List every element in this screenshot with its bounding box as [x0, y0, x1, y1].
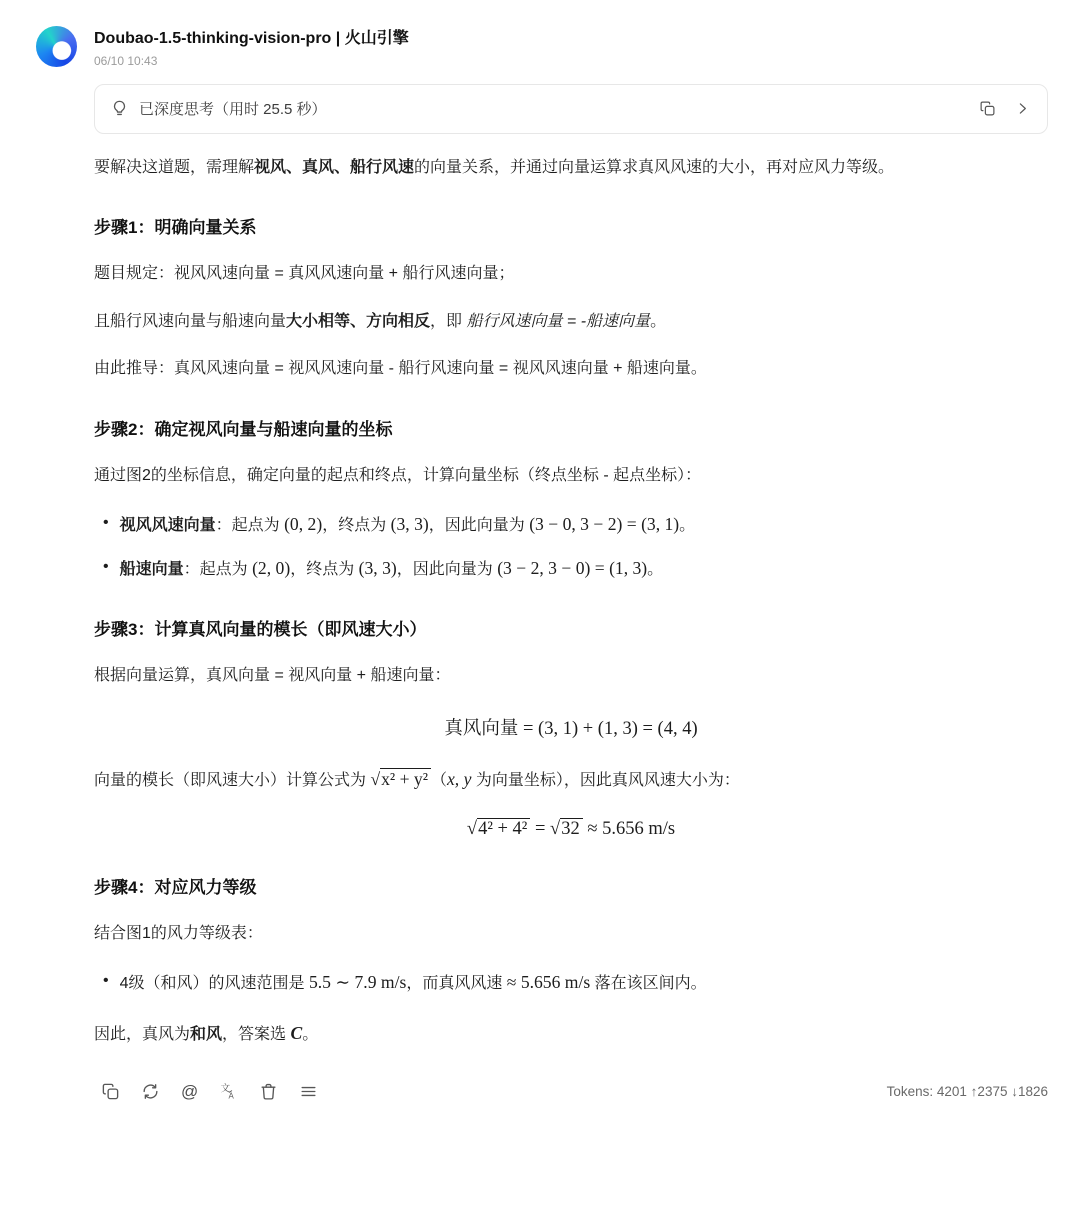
text-run: 船速向量：起点为 (2, 0)，终点为 (3, 3)，因此向量为 (3 − 2, 3 − 0) = (1, 3)。: [119, 557, 664, 578]
math-formula: [94, 714, 1048, 740]
model-title: Doubao-1.5-thinking-vision-pro | 火山引擎: [94, 30, 409, 47]
doubao-logo: [36, 26, 77, 67]
paragraph: [94, 154, 1048, 182]
at-icon: @: [181, 1082, 199, 1102]
bullet-marker: •: [103, 514, 109, 532]
copy-button[interactable]: [97, 1078, 124, 1105]
text-run: 根据向量运算，真风向量 = 视风向量 + 船速向量：: [94, 667, 451, 685]
thinking-expand-button[interactable]: [1010, 96, 1035, 121]
delete-button[interactable]: [255, 1078, 282, 1105]
text-run: 4级（和风）的风速范围是 5.5 ∼ 7.9 m/s，而真风风速 ≈ 5.656 m/s 落在该区间内。: [119, 972, 707, 993]
thinking-copy-button[interactable]: [975, 96, 1000, 121]
math-formula: [94, 818, 1048, 840]
list-item: [94, 509, 1048, 540]
paragraph: [94, 308, 1048, 336]
section-heading: 步骤1：明确向量关系: [94, 218, 257, 238]
paragraph: [94, 764, 1048, 795]
text-run: 要解决这道题，需理解视风、真风、船行风速的向量关系，并通过向量运算求真风风速的大小，再对应风力等级。: [94, 158, 895, 176]
message-timestamp: 06/10 10:43: [94, 53, 158, 68]
toolbar-actions: [97, 1078, 322, 1105]
section-heading: 步骤2：确定视风向量与船速向量的坐标: [94, 419, 393, 439]
message-content: [94, 154, 1048, 1048]
svg-text:A: A: [228, 1091, 235, 1101]
paragraph: [94, 662, 1048, 690]
regenerate-button[interactable]: [137, 1078, 164, 1105]
message-toolbar: [94, 1078, 1048, 1105]
translate-button[interactable]: [215, 1078, 242, 1105]
token-usage-stats: Tokens: 4201 ↑2375 ↓1826: [886, 1084, 1048, 1100]
paragraph: [94, 1018, 1048, 1049]
text-run: 通过图2的坐标信息，确定向量的起点和终点，计算向量坐标（终点坐标 - 起点坐标）：: [94, 466, 702, 484]
paragraph: [94, 260, 1048, 288]
text-run: 因此，真风为和风，答案选 C。: [94, 1022, 319, 1043]
text-run: 向量的模长（即风速大小）计算公式为 √x² + y² （x, y 为向量坐标），因此真风风速大小为：: [94, 768, 740, 789]
list-item: [94, 553, 1048, 584]
text-run: 且船行风速向量与船速向量大小相等、方向相反，即 船行风速向量 = -船速向量。: [94, 312, 667, 330]
text-run: 题目规定：视风风速向量 = 真风风速向量 + 船行风速向量；: [94, 265, 515, 283]
list-item: [94, 967, 1048, 998]
bullet-marker: •: [103, 557, 109, 575]
header-text: [94, 26, 409, 68]
text-run: 视风风速向量：起点为 (0, 2)，终点为 (3, 3)，因此向量为 (3 − 0, 3 − 2) = (3, 1)。: [119, 514, 696, 535]
section-heading: 步骤4：对应风力等级: [94, 877, 257, 897]
message-body: [94, 84, 1048, 1105]
bullet-marker: •: [103, 972, 109, 990]
menu-button[interactable]: [295, 1078, 322, 1105]
section-heading: 步骤3：计算真风向量的模长（即风速大小）: [94, 620, 427, 640]
message-header: [36, 26, 1048, 68]
thinking-summary-label: 已深度思考（用时 25.5 秒）: [139, 101, 327, 119]
svg-text:文: 文: [220, 1083, 231, 1095]
text-run: 由此推导：真风风速向量 = 视风风速向量 - 船行风速向量 = 视风风速向量 + 船速向量。: [94, 360, 707, 378]
paragraph: [94, 920, 1048, 948]
text-run: √4² + 4² = √32 ≈ 5.656 m/s: [466, 819, 676, 840]
mention-button[interactable]: [177, 1079, 202, 1104]
paragraph: [94, 355, 1048, 383]
text-run: 真风向量 = (3, 1) + (1, 3) = (4, 4): [444, 718, 698, 739]
thinking-panel[interactable]: [94, 84, 1048, 134]
lightbulb-icon: [110, 99, 129, 118]
paragraph: [94, 462, 1048, 490]
text-run: 结合图1的风力等级表：: [94, 924, 263, 942]
